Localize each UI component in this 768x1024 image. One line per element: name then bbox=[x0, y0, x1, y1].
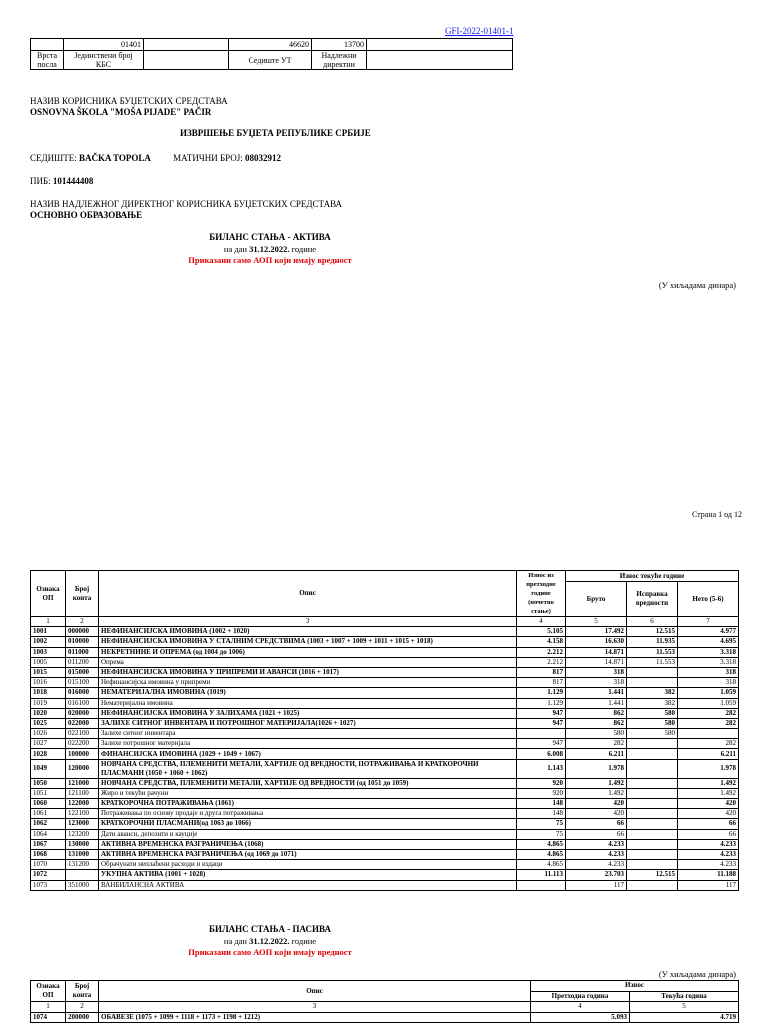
neto-cell: 66 bbox=[678, 829, 739, 839]
col-bruto: Бруто bbox=[566, 582, 627, 617]
konto-cell: 131200 bbox=[66, 860, 99, 870]
aop-cell: 1019 bbox=[31, 698, 66, 708]
prev-year-cell: 1.129 bbox=[517, 698, 566, 708]
ispravka-cell bbox=[627, 819, 678, 829]
org-name-label: НАЗИВ КОРИСНИКА БУЏЕТСКИХ СРЕДСТАВА bbox=[30, 96, 228, 106]
aop-cell: 1020 bbox=[31, 708, 66, 718]
neto-cell: 1.492 bbox=[678, 788, 739, 798]
col-amount-group: Износ bbox=[531, 981, 739, 992]
table-row bbox=[31, 739, 739, 749]
neto-cell: 4.233 bbox=[678, 849, 739, 859]
column-numbers-row bbox=[31, 617, 739, 627]
ispravka-cell bbox=[627, 749, 678, 759]
description-cell: НЕФИНАНСИЈСКА ИМОВИНА У СТАЛНИМ СРЕДСТВИМА (1003 + 1007 + 1009 + 1011 + 1015 + 1018) bbox=[99, 637, 517, 647]
prev-year-cell: 1.143 bbox=[517, 759, 566, 778]
pib-value: 101444408 bbox=[52, 176, 94, 186]
description-cell: ОБАВЕЗЕ (1075 + 1099 + 1118 + 1173 + 1198 + 1212) bbox=[99, 1012, 531, 1023]
aop-cell: 1073 bbox=[31, 880, 66, 890]
konto-cell: 122000 bbox=[66, 799, 99, 809]
table-row bbox=[31, 880, 739, 890]
table-row bbox=[31, 788, 739, 798]
bruto-cell: 862 bbox=[566, 718, 627, 728]
aop-cell: 1064 bbox=[31, 829, 66, 839]
ispravka-cell bbox=[627, 880, 678, 890]
table-row bbox=[31, 647, 739, 657]
ispravka-cell bbox=[627, 839, 678, 849]
table-row bbox=[31, 729, 739, 739]
konto-cell: 120000 bbox=[66, 759, 99, 778]
aop-cell: 1003 bbox=[31, 647, 66, 657]
description-cell: Обрачунати неплаћени расходи и издаци bbox=[99, 860, 517, 870]
assets-table-body bbox=[31, 627, 739, 891]
ut-code: 46620 bbox=[229, 39, 312, 51]
ispravka-cell bbox=[627, 739, 678, 749]
aop-cell: 1070 bbox=[31, 860, 66, 870]
bruto-cell: 1.441 bbox=[566, 688, 627, 698]
aop-cell: 1005 bbox=[31, 657, 66, 667]
table-row bbox=[31, 809, 739, 819]
prev-year-cell: 4.865 bbox=[517, 860, 566, 870]
budget-title: ИЗВРШЕЊЕ БУЏЕТА РЕПУБЛИКЕ СРБИЈЕ bbox=[180, 128, 371, 138]
prev-year-cell: 75 bbox=[517, 819, 566, 829]
description-cell: Опрема bbox=[99, 657, 517, 667]
mb-label: МАТИЧНИ БРОЈ: bbox=[173, 153, 243, 163]
neto-cell: 4.233 bbox=[678, 839, 739, 849]
bruto-cell: 1.441 bbox=[566, 698, 627, 708]
liabilities-note: Приказани само АОП који имају вредност bbox=[188, 947, 352, 957]
prev-year-cell: 947 bbox=[517, 739, 566, 749]
date-suffix: године bbox=[291, 936, 317, 946]
konto-cell: 130000 bbox=[66, 839, 99, 849]
neto-cell: 318 bbox=[678, 678, 739, 688]
description-cell: АКТИВНА ВРЕМЕНСКА РАЗГРАНИЧЕЊА (од 1069 до 1071) bbox=[99, 849, 517, 859]
description-cell: Нефинансијска имовина у припреми bbox=[99, 678, 517, 688]
neto-cell bbox=[678, 729, 739, 739]
aop-cell: 1001 bbox=[31, 627, 66, 637]
konto-cell: 123000 bbox=[66, 819, 99, 829]
table-row bbox=[31, 799, 739, 809]
col-prev: Износ из претходне године (почетно стање) bbox=[517, 571, 566, 617]
column-number: 4 bbox=[517, 617, 566, 627]
bruto-cell: 4.233 bbox=[566, 839, 627, 849]
col-aop: Ознака ОП bbox=[31, 981, 66, 1002]
col-konto: Број конта bbox=[66, 571, 99, 617]
table-row bbox=[31, 778, 739, 788]
neto-cell: 11.188 bbox=[678, 870, 739, 880]
direct-user-label: НАЗИВ НАДЛЕЖНОГ ДИРЕКТНОГ КОРИСНИКА БУЏЕТСКИХ СРЕДСТАВА bbox=[30, 199, 343, 209]
prev-year-cell bbox=[517, 729, 566, 739]
assets-title: БИЛАНС СТАЊА - АКТИВА bbox=[209, 232, 331, 242]
bruto-cell: 420 bbox=[566, 799, 627, 809]
col-ispravka: Исправка вредности bbox=[627, 582, 678, 617]
col-neto: Нето (5-6) bbox=[678, 582, 739, 617]
column-number: 1 bbox=[31, 617, 66, 627]
neto-cell: 282 bbox=[678, 739, 739, 749]
neto-cell: 1.059 bbox=[678, 698, 739, 708]
col-opis: Опис bbox=[99, 981, 531, 1002]
neto-cell: 117 bbox=[678, 880, 739, 890]
konto-cell: 131000 bbox=[66, 849, 99, 859]
bruto-cell: 14.871 bbox=[566, 657, 627, 667]
neto-cell: 66 bbox=[678, 819, 739, 829]
bruto-cell: 6.211 bbox=[566, 749, 627, 759]
table-row bbox=[31, 667, 739, 677]
konto-cell: 022200 bbox=[66, 739, 99, 749]
description-cell: НОВЧАНА СРЕДСТВА, ПЛЕМЕНИТИ МЕТАЛИ, ХАРТИЈЕ ОД ВРЕДНОСТИ (од 1051 до 1059) bbox=[99, 778, 517, 788]
table-row bbox=[31, 749, 739, 759]
header-cell bbox=[144, 39, 229, 51]
ispravka-cell bbox=[627, 788, 678, 798]
liabilities-date: 31.12.2022. bbox=[249, 936, 290, 946]
konto-cell bbox=[66, 870, 99, 880]
column-number: 7 bbox=[678, 617, 739, 627]
description-cell: Залихе потрошног материјала bbox=[99, 739, 517, 749]
neto-cell: 4.695 bbox=[678, 637, 739, 647]
direct-code: 13700 bbox=[312, 39, 367, 51]
description-cell: КРАТКОРОЧНИ ПЛАСМАНИ(од 1063 до 1066) bbox=[99, 819, 517, 829]
table-row bbox=[31, 819, 739, 829]
bruto-cell: 17.492 bbox=[566, 627, 627, 637]
description-cell: НОВЧАНА СРЕДСТВА, ПЛЕМЕНИТИ МЕТАЛИ, ХАРТИЈЕ ОД ВРЕДНОСТИ, ПОТРАЖИВАЊА И КРАТКОРОЧНИ ПЛАСМАНИ (1050 + 1060 + 1062) bbox=[99, 759, 517, 778]
konto-cell: 122100 bbox=[66, 809, 99, 819]
neto-cell: 282 bbox=[678, 708, 739, 718]
seat-value: BAČKA TOPOLA bbox=[78, 153, 151, 163]
table-row bbox=[31, 708, 739, 718]
bruto-cell: 66 bbox=[566, 829, 627, 839]
konto-cell: 011000 bbox=[66, 647, 99, 657]
assets-table bbox=[30, 570, 739, 891]
bruto-cell: 318 bbox=[566, 678, 627, 688]
prev-year-cell: 920 bbox=[517, 778, 566, 788]
page-number: Страна 1 од 12 bbox=[691, 510, 742, 519]
description-cell: Жиро и текући рачуни bbox=[99, 788, 517, 798]
bruto-cell: 420 bbox=[566, 809, 627, 819]
bruto-cell: 4.233 bbox=[566, 860, 627, 870]
label-nadlezni: Надлежни директни bbox=[312, 51, 367, 70]
liabilities-table bbox=[30, 980, 739, 1023]
neto-cell: 1.978 bbox=[678, 759, 739, 778]
column-number: 2 bbox=[66, 617, 99, 627]
konto-cell: 020000 bbox=[66, 708, 99, 718]
table-row bbox=[31, 849, 739, 859]
description-cell: НЕФИНАНСИЈСКА ИМОВИНА У ЗАЛИХАМА (1021 + 1025) bbox=[99, 708, 517, 718]
description-cell: ФИНАНСИЈСКА ИМОВИНА (1029 + 1049 + 1067) bbox=[99, 749, 517, 759]
direct-user-value: ОСНОВНО ОБРАЗОВАЊЕ bbox=[30, 210, 143, 220]
units-label-2: (У хиљадама динара) bbox=[658, 969, 736, 979]
bruto-cell: 862 bbox=[566, 708, 627, 718]
aop-cell: 1051 bbox=[31, 788, 66, 798]
aop-cell: 1074 bbox=[31, 1012, 66, 1023]
konto-cell: 022100 bbox=[66, 729, 99, 739]
ispravka-cell: 11.553 bbox=[627, 657, 678, 667]
table-row bbox=[31, 688, 739, 698]
prev-year-cell: 947 bbox=[517, 718, 566, 728]
column-number: 3 bbox=[99, 617, 517, 627]
konto-cell: 123200 bbox=[66, 829, 99, 839]
description-cell: ВАНБИЛАНСНА АКТИВА bbox=[99, 880, 517, 890]
table-row bbox=[31, 829, 739, 839]
neto-cell: 1.492 bbox=[678, 778, 739, 788]
header-cell bbox=[31, 39, 64, 51]
ispravka-cell bbox=[627, 809, 678, 819]
neto-cell: 4.977 bbox=[678, 627, 739, 637]
aop-cell: 1060 bbox=[31, 799, 66, 809]
neto-cell: 3.318 bbox=[678, 657, 739, 667]
prev-year-cell: 2.212 bbox=[517, 647, 566, 657]
konto-cell: 351000 bbox=[66, 880, 99, 890]
header-cell bbox=[367, 39, 513, 51]
liabilities-date-line bbox=[0, 936, 540, 946]
prev-year-cell: 2.212 bbox=[517, 657, 566, 667]
col-current-group: Износ текуће године bbox=[566, 571, 739, 582]
label-sediste-ut: Седиште УТ bbox=[229, 51, 312, 70]
header-cell bbox=[367, 51, 513, 70]
prev-year-cell: 148 bbox=[517, 799, 566, 809]
aop-cell: 1050 bbox=[31, 778, 66, 788]
date-prefix: на дан bbox=[223, 244, 247, 254]
konto-cell: 100000 bbox=[66, 749, 99, 759]
prev-year-cell: 148 bbox=[517, 809, 566, 819]
aop-cell: 1015 bbox=[31, 667, 66, 677]
bruto-cell: 282 bbox=[566, 739, 627, 749]
bruto-cell: 580 bbox=[566, 729, 627, 739]
aop-cell: 1028 bbox=[31, 749, 66, 759]
bruto-cell: 117 bbox=[566, 880, 627, 890]
description-cell: АКТИВНА ВРЕМЕНСКА РАЗГРАНИЧЕЊА (1068) bbox=[99, 839, 517, 849]
aop-cell: 1072 bbox=[31, 870, 66, 880]
bruto-cell: 1.978 bbox=[566, 759, 627, 778]
ispravka-cell bbox=[627, 849, 678, 859]
table-row bbox=[31, 759, 739, 778]
table-row bbox=[31, 657, 739, 667]
aop-cell: 1061 bbox=[31, 809, 66, 819]
assets-note: Приказани само АОП који имају вредност bbox=[188, 255, 352, 265]
ispravka-cell: 12.515 bbox=[627, 870, 678, 880]
table-row bbox=[31, 637, 739, 647]
neto-cell: 6.211 bbox=[678, 749, 739, 759]
ispravka-cell bbox=[627, 799, 678, 809]
prev-year-cell: 817 bbox=[517, 667, 566, 677]
aop-cell: 1062 bbox=[31, 819, 66, 829]
ispravka-cell: 580 bbox=[627, 718, 678, 728]
description-cell: Нематеријална имовина bbox=[99, 698, 517, 708]
ispravka-cell bbox=[627, 778, 678, 788]
mb-value: 08032912 bbox=[245, 153, 281, 163]
aop-cell: 1025 bbox=[31, 718, 66, 728]
aop-cell: 1018 bbox=[31, 688, 66, 698]
prev-year-cell: 5.093 bbox=[531, 1012, 630, 1023]
label-kbs: Јединствени број КБС bbox=[64, 51, 144, 70]
pib-line bbox=[30, 176, 93, 186]
liabilities-table-body bbox=[31, 1012, 739, 1023]
neto-cell: 1.059 bbox=[678, 688, 739, 698]
gfi-document-link[interactable]: GFI-2022-01401-1 bbox=[445, 26, 514, 36]
ispravka-cell bbox=[627, 759, 678, 778]
description-cell: НЕКРЕТНИНЕ И ОПРЕМА (од 1004 до 1006) bbox=[99, 647, 517, 657]
konto-cell: 000000 bbox=[66, 627, 99, 637]
kbs-code: 01401 bbox=[64, 39, 144, 51]
konto-cell: 015000 bbox=[66, 667, 99, 677]
prev-year-cell: 817 bbox=[517, 678, 566, 688]
ispravka-cell: 11.553 bbox=[627, 647, 678, 657]
column-numbers-row bbox=[31, 1002, 739, 1013]
prev-year-cell: 4.865 bbox=[517, 849, 566, 859]
bruto-cell: 16.630 bbox=[566, 637, 627, 647]
table-row bbox=[31, 627, 739, 637]
neto-cell: 420 bbox=[678, 809, 739, 819]
col-konto: Број конта bbox=[66, 981, 99, 1002]
col-curr-year: Текућа година bbox=[630, 991, 739, 1002]
aop-cell: 1016 bbox=[31, 678, 66, 688]
neto-cell: 3.318 bbox=[678, 647, 739, 657]
konto-cell: 011200 bbox=[66, 657, 99, 667]
prev-year-cell: 6.008 bbox=[517, 749, 566, 759]
aop-cell: 1067 bbox=[31, 839, 66, 849]
bruto-cell: 1.492 bbox=[566, 778, 627, 788]
konto-cell: 015100 bbox=[66, 678, 99, 688]
prev-year-cell: 1.129 bbox=[517, 688, 566, 698]
column-number: 1 bbox=[31, 1002, 66, 1013]
neto-cell: 282 bbox=[678, 718, 739, 728]
ispravka-cell bbox=[627, 860, 678, 870]
table-row bbox=[31, 698, 739, 708]
column-number: 5 bbox=[630, 1002, 739, 1013]
bruto-cell: 66 bbox=[566, 819, 627, 829]
bruto-cell: 4.233 bbox=[566, 849, 627, 859]
date-suffix: године bbox=[291, 244, 317, 254]
neto-cell: 4.233 bbox=[678, 860, 739, 870]
aop-cell: 1002 bbox=[31, 637, 66, 647]
col-prev-year: Претходна година bbox=[531, 991, 630, 1002]
col-aop: Ознака ОП bbox=[31, 571, 66, 617]
konto-cell: 121000 bbox=[66, 778, 99, 788]
assets-date: 31.12.2022. bbox=[249, 244, 290, 254]
column-number: 6 bbox=[627, 617, 678, 627]
table-row bbox=[31, 678, 739, 688]
table-row bbox=[31, 718, 739, 728]
description-cell: Залихе ситног инвентара bbox=[99, 729, 517, 739]
table-row bbox=[31, 860, 739, 870]
curr-year-cell: 4.719 bbox=[630, 1012, 739, 1023]
prev-year-cell: 75 bbox=[517, 829, 566, 839]
konto-cell: 200000 bbox=[66, 1012, 99, 1023]
ispravka-cell: 580 bbox=[627, 729, 678, 739]
table-row bbox=[31, 839, 739, 849]
column-number: 4 bbox=[531, 1002, 630, 1013]
neto-cell: 318 bbox=[678, 667, 739, 677]
pib-label: ПИБ: bbox=[30, 176, 51, 186]
description-cell: НЕМАТЕРИЈАЛНА ИМОВИНА (1019) bbox=[99, 688, 517, 698]
description-cell: НЕФИНАНСИЈСКА ИМОВИНА У ПРИПРЕМИ И АВАНСИ (1016 + 1017) bbox=[99, 667, 517, 677]
bruto-cell: 14.871 bbox=[566, 647, 627, 657]
description-cell: УКУПНА АКТИВА (1001 + 1028) bbox=[99, 870, 517, 880]
aop-cell: 1027 bbox=[31, 739, 66, 749]
col-opis: Опис bbox=[99, 571, 517, 617]
prev-year-cell: 947 bbox=[517, 708, 566, 718]
description-cell: КРАТКОРОЧНА ПОТРАЖИВАЊА (1061) bbox=[99, 799, 517, 809]
header-codes-table bbox=[30, 38, 513, 70]
description-cell: Потраживања по основу продаје и друга потраживања bbox=[99, 809, 517, 819]
table-row bbox=[31, 870, 739, 880]
ispravka-cell: 580 bbox=[627, 708, 678, 718]
neto-cell: 420 bbox=[678, 799, 739, 809]
konto-cell: 016000 bbox=[66, 688, 99, 698]
konto-cell: 016100 bbox=[66, 698, 99, 708]
units-label: (У хиљадама динара) bbox=[658, 280, 736, 290]
date-prefix: на дан bbox=[223, 936, 247, 946]
konto-cell: 121100 bbox=[66, 788, 99, 798]
ispravka-cell: 11.935 bbox=[627, 637, 678, 647]
ispravka-cell: 382 bbox=[627, 688, 678, 698]
prev-year-cell: 4.865 bbox=[517, 839, 566, 849]
column-number: 5 bbox=[566, 617, 627, 627]
org-name: OSNOVNA ŠKOLA "MOŠA PIJADE" PAČIR bbox=[30, 107, 212, 117]
table-row bbox=[31, 1012, 739, 1023]
prev-year-cell bbox=[517, 880, 566, 890]
aop-cell: 1068 bbox=[31, 849, 66, 859]
seat-line bbox=[30, 153, 281, 163]
prev-year-cell: 920 bbox=[517, 788, 566, 798]
bruto-cell: 23.703 bbox=[566, 870, 627, 880]
prev-year-cell: 5.105 bbox=[517, 627, 566, 637]
ispravka-cell bbox=[627, 829, 678, 839]
header-cell bbox=[144, 51, 229, 70]
column-number: 3 bbox=[99, 1002, 531, 1013]
bruto-cell: 318 bbox=[566, 667, 627, 677]
column-number: 2 bbox=[66, 1002, 99, 1013]
ispravka-cell: 382 bbox=[627, 698, 678, 708]
description-cell: НЕФИНАНСИЈСКА ИМОВИНА (1002 + 1020) bbox=[99, 627, 517, 637]
konto-cell: 010000 bbox=[66, 637, 99, 647]
description-cell: Дати аванси, депозити и кауције bbox=[99, 829, 517, 839]
label-vrsta-posla: Врста посла bbox=[31, 51, 64, 70]
ispravka-cell bbox=[627, 667, 678, 677]
liabilities-title: БИЛАНС СТАЊА - ПАСИВА bbox=[209, 924, 331, 934]
seat-label: СЕДИШТЕ: bbox=[30, 153, 77, 163]
aop-cell: 1026 bbox=[31, 729, 66, 739]
aop-cell: 1049 bbox=[31, 759, 66, 778]
description-cell: ЗАЛИХЕ СИТНОГ ИНВЕНТАРА И ПОТРОШНОГ МАТЕРИЈАЛА(1026 + 1027) bbox=[99, 718, 517, 728]
bruto-cell: 1.492 bbox=[566, 788, 627, 798]
ispravka-cell: 12.515 bbox=[627, 627, 678, 637]
prev-year-cell: 11.113 bbox=[517, 870, 566, 880]
prev-year-cell: 4.158 bbox=[517, 637, 566, 647]
ispravka-cell bbox=[627, 678, 678, 688]
assets-date-line bbox=[0, 244, 540, 254]
konto-cell: 022000 bbox=[66, 718, 99, 728]
